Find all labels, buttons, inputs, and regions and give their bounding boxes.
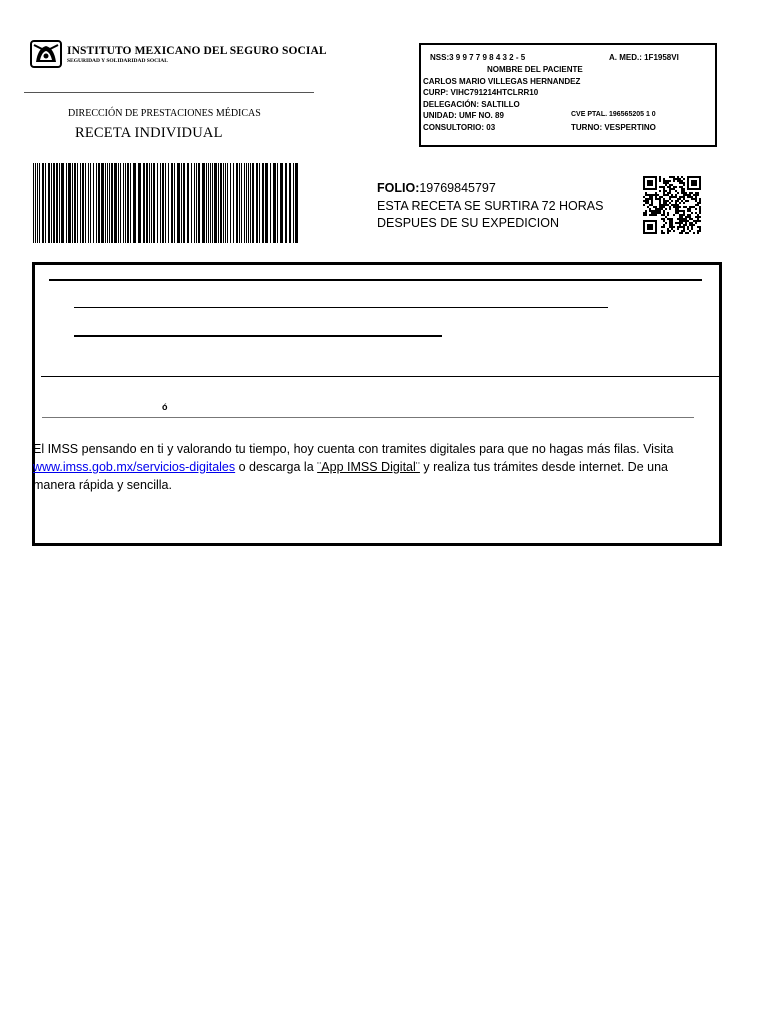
delegacion-field: DELEGACIÓN: SALTILLO: [423, 100, 520, 109]
imss-digital-link[interactable]: www.imss.gob.mx/servicios-digitales: [33, 460, 236, 474]
nss-field: NSS:3 9 9 7 7 9 8 4 3 2 - 5: [430, 53, 526, 62]
patient-name-label: NOMBRE DEL PACIENTE: [487, 65, 583, 74]
digital-text-part: El IMSS pensando en ti y valorando tu tiempo, hoy cuenta con tramites digitales para que no hagas más filas. Visita: [33, 442, 674, 456]
digital-text-part: o descarga la: [235, 460, 318, 474]
unidad-field: UNIDAD: UMF NO. 89: [423, 111, 504, 120]
prescription-line: [74, 307, 608, 308]
curp-field: CURP: VIHC791214HTCLRR10: [423, 88, 539, 97]
digital-services-paragraph: [33, 440, 703, 494]
prescription-line: [74, 335, 442, 337]
expiry-notice-line-1: ESTA RECETA SE SURTIRA 72 HORAS: [377, 199, 604, 213]
cve-ptal-field: CVE PTAL. 196565205 1 0: [571, 111, 656, 118]
header-divider: [24, 92, 314, 93]
patient-name: CARLOS MARIO VILLEGAS HERNANDEZ: [423, 77, 581, 86]
institution-name: INSTITUTO MEXICANO DEL SEGURO SOCIAL: [67, 45, 327, 57]
section-divider: [41, 376, 719, 377]
institution-subtitle: SEGURIDAD Y SOLIDARIDAD SOCIAL: [67, 58, 168, 64]
folio-line: [377, 181, 496, 195]
imss-eagle-logo-icon: [30, 40, 62, 68]
consultorio-field: CONSULTORIO: 03: [423, 123, 496, 132]
turno-field: TURNO: VESPERTINO: [571, 123, 656, 132]
digital-text-part: y realiza tus trámites desde internet. De una manera rápida y sencilla.: [33, 460, 668, 492]
app-name: ¨App IMSS Digital¨: [317, 460, 420, 474]
patient-info-box: [419, 43, 717, 147]
qr-code-icon: [643, 176, 701, 234]
prescription-box: [32, 262, 722, 546]
signature-line: [42, 417, 694, 418]
prescription-line: [49, 279, 702, 281]
document-title: RECETA INDIVIDUAL: [75, 125, 223, 141]
small-mark: ó: [162, 402, 168, 412]
expiry-notice-line-2: DESPUES DE SU EXPEDICION: [377, 216, 559, 230]
folio-label: FOLIO:: [377, 181, 420, 195]
folio-number: 19769845797: [419, 181, 496, 195]
a-med-field: A. MED.: 1F1958VI: [609, 53, 679, 62]
department-label: DIRECCIÓN DE PRESTACIONES MÉDICAS: [68, 108, 261, 119]
barcode-icon: [33, 163, 301, 243]
